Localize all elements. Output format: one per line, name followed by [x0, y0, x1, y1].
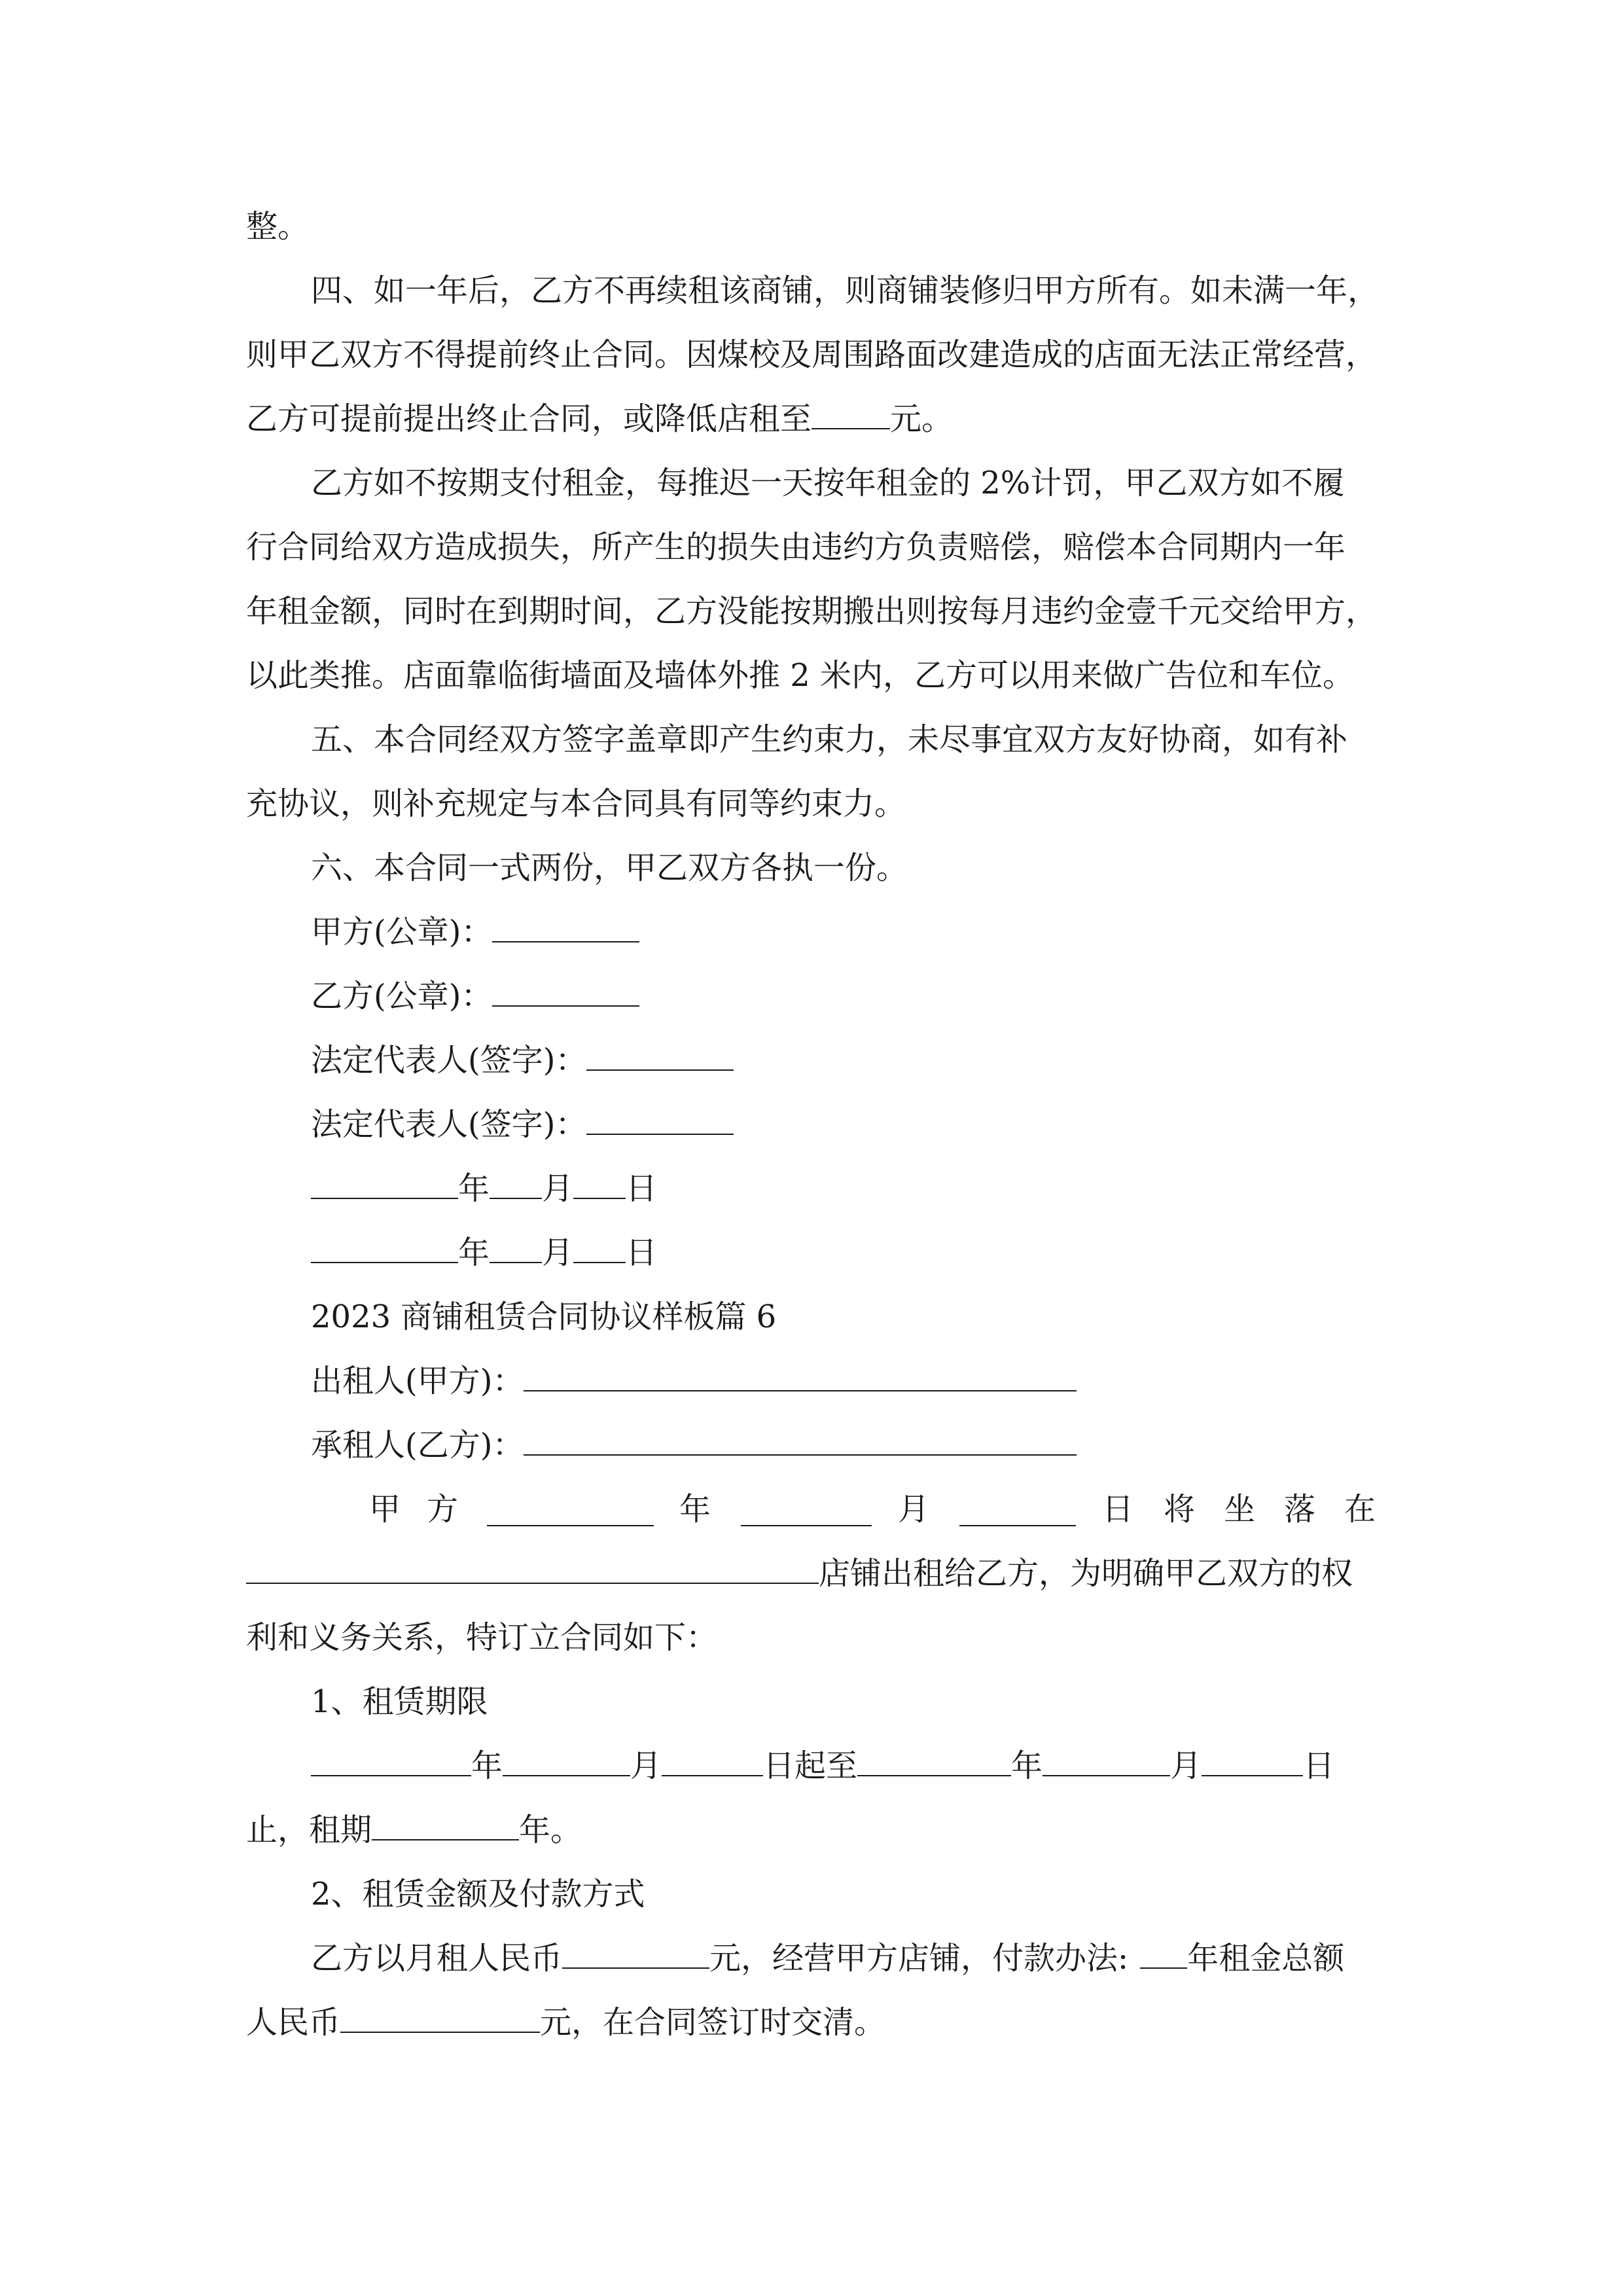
paragraph-text: 年租金额，同时在到期时间，乙方没能按期搬出则按每月违约金壹千元交给甲方， [246, 593, 1378, 630]
date-label: 年 [458, 1170, 490, 1207]
fill-blank[interactable] [1140, 1939, 1187, 1969]
field-label: 乙方(公章)： [311, 978, 493, 1014]
field-label: 法定代表人(签字)： [311, 1106, 587, 1143]
fill-blank[interactable] [490, 1169, 542, 1199]
fill-blank[interactable] [492, 912, 639, 942]
paragraph-text: 年 [679, 1491, 711, 1528]
paragraph-text: 元，在合同签订时交清。 [540, 2004, 886, 2041]
date-line [311, 1233, 657, 1272]
date-label: 年 [458, 1234, 490, 1271]
paragraph-text: 元，经营甲方店铺，付款办法: [709, 1940, 1129, 1977]
section-heading [311, 1682, 488, 1721]
text-line [246, 399, 953, 439]
date-label: 日 [626, 1234, 658, 1271]
paragraph-text: 年。 [519, 1812, 582, 1848]
date-label: 年 [471, 1748, 503, 1784]
text-line [246, 207, 309, 246]
paragraph-text: 乙方可提前提出终止合同，或降低店租至 [246, 401, 812, 437]
text-line [246, 784, 906, 823]
paragraph-text: 年租金总额 [1187, 1940, 1345, 1977]
date-label: 日 [1303, 1748, 1335, 1784]
paragraph-text: 人民币 [246, 2004, 341, 2041]
signature-line-party-b [311, 977, 639, 1016]
paragraph-text: 则甲乙双方不得提前终止合同。因煤校及周围路面改建造成的店面无法正常经营， [246, 336, 1378, 373]
paragraph-text: 四、如一年后，乙方不再续租该商铺，则商铺装修归甲方所有。如未满一年， [311, 272, 1380, 309]
text-line [246, 1554, 1353, 1593]
fill-blank[interactable] [959, 1496, 1076, 1526]
fill-blank[interactable] [524, 1426, 1077, 1456]
text-line [311, 463, 1344, 503]
section-heading [311, 1874, 645, 1914]
text-line [246, 1618, 717, 1657]
paragraph-text: 方 [427, 1491, 459, 1528]
fill-blank[interactable] [372, 1810, 519, 1840]
fill-blank[interactable] [741, 1496, 872, 1526]
field-label: 甲方(公章)： [311, 914, 493, 950]
paragraph-text: 甲 [369, 1491, 401, 1528]
fill-blank[interactable] [246, 1554, 819, 1584]
section-heading [311, 1297, 776, 1336]
text-line [246, 656, 1354, 695]
fill-blank[interactable] [490, 1233, 542, 1263]
date-label: 月 [1170, 1748, 1202, 1784]
signature-line-party-a [311, 912, 639, 952]
fill-blank[interactable] [492, 977, 639, 1007]
text-line [246, 1810, 582, 1850]
fill-blank[interactable] [662, 1746, 763, 1776]
fill-blank[interactable] [573, 1233, 626, 1263]
paragraph-text: 利和义务关系，特订立合同如下： [246, 1619, 718, 1656]
fill-blank[interactable] [340, 2003, 540, 2033]
field-label: 承租人(乙方)： [311, 1427, 524, 1463]
heading-text: 1、租赁期限 [311, 1683, 488, 1720]
text-line [311, 848, 908, 888]
date-label: 月 [542, 1170, 574, 1207]
date-line [311, 1169, 657, 1208]
paragraph-text: 行合同给双方造成损失，所产生的损失由违约方负责赔偿，赔偿本合同期内一年 [246, 529, 1346, 565]
paragraph-text: 乙方以月租人民币 [311, 1940, 563, 1977]
legal-rep-signature-line [311, 1041, 734, 1080]
paragraph-text: 止，租期 [246, 1812, 372, 1848]
fill-blank[interactable] [311, 1746, 471, 1776]
fill-blank[interactable] [573, 1169, 626, 1199]
legal-rep-signature-line [311, 1105, 734, 1144]
paragraph-text: 五、本合同经双方签字盖章即产生约束力，未尽事宜双方友好协商，如有补 [311, 721, 1348, 758]
fill-blank[interactable] [586, 1105, 734, 1135]
paragraph-text: 落 [1284, 1491, 1316, 1528]
fill-blank[interactable] [487, 1496, 654, 1526]
fill-blank[interactable] [311, 1169, 458, 1199]
text-line [311, 720, 1347, 759]
field-label: 出租人(甲方)： [311, 1363, 524, 1399]
fill-blank[interactable] [857, 1746, 1011, 1776]
paragraph-text: 乙方如不按期支付租金，每推迟一天按年租金的 2%计罚，甲乙双方如不履 [311, 465, 1345, 501]
paragraph-text: 以此类推。店面靠临街墙面及墙体外推 2 米内，乙方可以用来做广告位和车位。 [246, 657, 1355, 694]
text-line [311, 271, 1379, 310]
text-line [246, 592, 1377, 631]
fill-blank[interactable] [503, 1746, 630, 1776]
fill-blank[interactable] [1202, 1746, 1303, 1776]
fill-blank[interactable] [1043, 1746, 1170, 1776]
paragraph-text: 日 [1102, 1491, 1134, 1528]
date-label: 月 [630, 1748, 662, 1784]
lease-term-date-line [311, 1746, 1334, 1785]
date-label: 年 [1011, 1748, 1043, 1784]
heading-text: 2023 商铺租赁合同协议样板篇 6 [311, 1299, 777, 1335]
field-label: 法定代表人(签字)： [311, 1042, 587, 1079]
date-label: 日 [626, 1170, 658, 1207]
paragraph-text: 将 [1164, 1491, 1196, 1528]
date-label: 月 [542, 1234, 574, 1271]
fill-blank[interactable] [524, 1361, 1077, 1391]
paragraph-text: 在 [1344, 1491, 1376, 1528]
date-label: 日起至 [763, 1748, 858, 1784]
text-line [246, 335, 1377, 374]
paragraph-text: 元。 [890, 401, 954, 437]
text-line [311, 1939, 1344, 1978]
lessee-line [311, 1426, 1077, 1465]
heading-text: 2、租赁金额及付款方式 [311, 1876, 645, 1912]
fill-blank[interactable] [812, 399, 890, 429]
fill-blank[interactable] [311, 1233, 458, 1263]
paragraph-text: 坐 [1224, 1491, 1256, 1528]
text-line [246, 2003, 885, 2042]
paragraph-text: 充协议，则补充规定与本合同具有同等约束力。 [246, 785, 906, 822]
paragraph-text: 店铺出租给乙方，为明确甲乙双方的权 [819, 1555, 1353, 1592]
fill-blank[interactable] [586, 1041, 734, 1071]
justified-text-line [0, 1490, 1623, 1529]
fill-blank[interactable] [562, 1939, 709, 1969]
paragraph-text: 月 [898, 1491, 930, 1528]
text-line [246, 528, 1346, 567]
lessor-line [311, 1361, 1077, 1401]
paragraph-text: 整。 [246, 208, 310, 245]
paragraph-text: 六、本合同一式两份，甲乙双方各执一份。 [311, 850, 908, 886]
